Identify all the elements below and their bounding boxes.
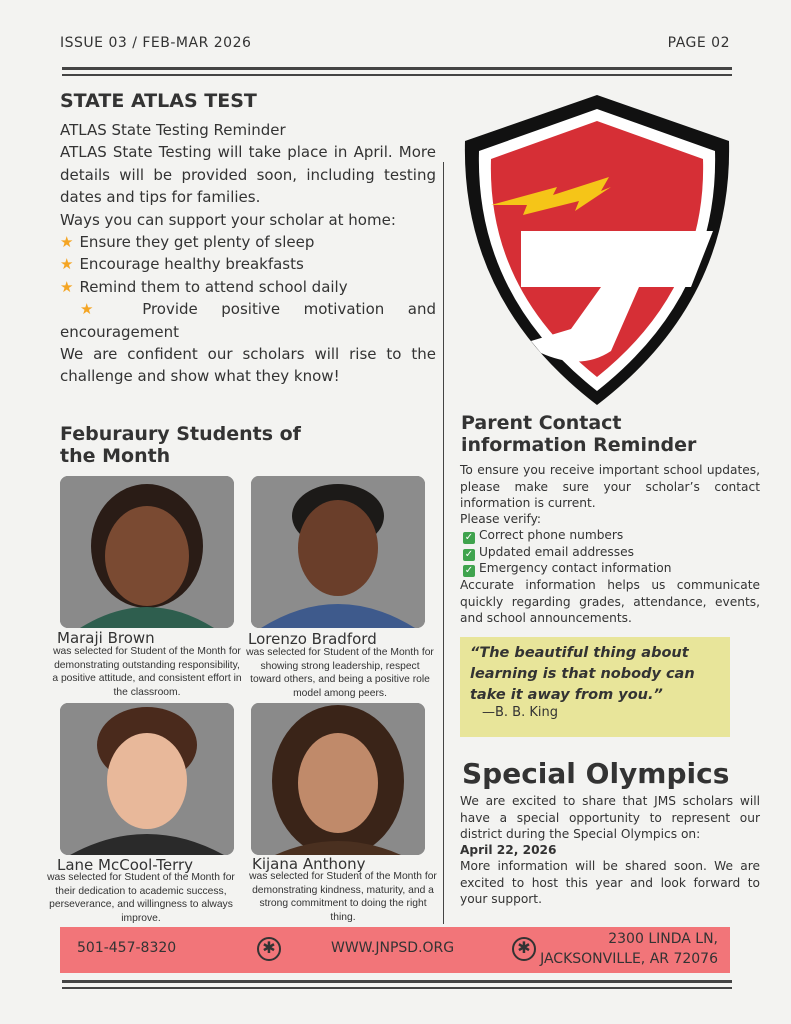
asterisk-icon: ✱ [512, 937, 536, 961]
top-rule-2 [62, 74, 732, 76]
atlas-section [60, 119, 436, 388]
student-description: was selected for Student of the Month for their dedication to academic success, perseverance, and willingness to always improve. [47, 872, 235, 924]
student-name: Kijana Anthony [252, 855, 366, 873]
star-icon: ★ [60, 277, 74, 296]
atlas-tip: ★ Provide positive motivation and encouragement [60, 300, 436, 341]
column-divider [443, 162, 444, 924]
issue-label: ISSUE 03 / FEB-MAR 2026 [60, 35, 252, 51]
footer-address-line1: 2300 LINDA LN, [608, 931, 718, 947]
student-name: Lane McCool-Terry [57, 856, 194, 874]
atlas-intro: ATLAS State Testing will take place in April. More details will be provided soon, including testing dates and tips for families. [60, 143, 436, 207]
student-description: was selected for Student of the Month for showing strong leadership, respect toward others, and being a positive role model among peers. [246, 647, 434, 699]
atlas-tip: ★ Remind them to attend school daily [60, 277, 348, 296]
student-photo [251, 703, 425, 855]
olympics-date: April 22, 2026 [460, 843, 557, 857]
olympics-title: Special Olympics [462, 757, 730, 790]
atlas-tip: ★ Encourage healthy breakfasts [60, 255, 304, 274]
check-icon: ✓ [464, 565, 474, 576]
parent-intro: To ensure you receive important school updates, please make sure your scholar’s contact information is current. [460, 463, 760, 511]
parent-item: ✓ Correct phone numbers [464, 528, 624, 543]
parent-verify: Please verify: [460, 512, 542, 526]
atlas-tip: ★ Ensure they get plenty of sleep [60, 233, 315, 252]
atlas-closing: We are confident our scholars will rise to the challenge and show what they know! [60, 345, 436, 386]
page-number: PAGE 02 [667, 35, 730, 51]
student-photo [60, 703, 234, 855]
footer-phone[interactable]: 501-457-8320 [77, 940, 177, 956]
atlas-ways: Ways you can support your scholar at home: [60, 210, 396, 229]
quote-box [460, 637, 730, 737]
parent-closing: Accurate information helps us communicate quickly regarding grades, attendance, events, and school announcements. [460, 578, 760, 626]
top-rule [62, 67, 732, 70]
star-icon: ★ [60, 233, 74, 252]
parent-title: Parent Contact information Reminder [461, 412, 697, 456]
star-icon: ★ [60, 255, 74, 274]
student-photo [251, 476, 425, 628]
bottom-rule [62, 980, 732, 983]
student-name: Lorenzo Bradford [248, 630, 377, 648]
footer-website[interactable]: WWW.JNPSD.ORG [331, 940, 455, 956]
student-name: Maraji Brown [57, 629, 155, 647]
asterisk-icon: ✱ [257, 937, 281, 961]
olympics-closing: More information will be shared soon. We are excited to host this year and look forward to your support. [460, 859, 760, 907]
quote-text: “The beautiful thing about learning is that nobody can take it away from you.” [470, 645, 695, 703]
quote-author: —B. B. King [482, 705, 558, 720]
check-icon: ✓ [464, 549, 474, 560]
parent-item: ✓ Updated email addresses [464, 545, 634, 560]
atlas-subtitle: ATLAS State Testing Reminder [60, 121, 286, 139]
bottom-rule-2 [62, 987, 732, 989]
check-icon: ✓ [464, 532, 474, 543]
parent-item: ✓ Emergency contact information [464, 561, 672, 576]
olympics-intro: We are excited to share that JMS scholars will have a special opportunity to represent our district during the Special Olympics on: [460, 794, 760, 842]
footer-bar [60, 927, 730, 973]
student-description: was selected for Student of the Month for demonstrating outstanding responsibility, a positive attitude, and consistent effort in the classroom. [52, 646, 242, 698]
school-logo [461, 91, 733, 409]
atlas-title: STATE ATLAS TEST [60, 90, 257, 112]
students-title: Feburaury Students of the Month [60, 423, 301, 467]
star-icon: ★ [80, 300, 113, 319]
student-photo [60, 476, 234, 628]
student-description: was selected for Student of the Month for demonstrating kindness, maturity, and a strong commitment to doing the right thing. [249, 871, 437, 923]
footer-address-line2: JACKSONVILLE, AR 72076 [540, 951, 718, 967]
